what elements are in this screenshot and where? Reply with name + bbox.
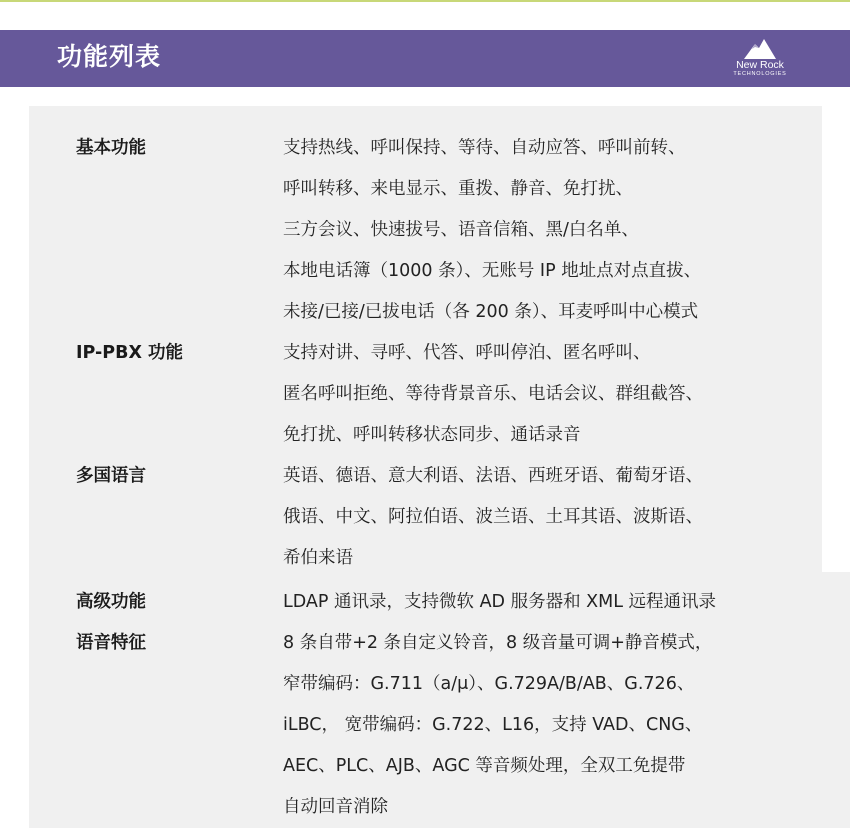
row-line: 匿名呼叫拒绝、等待背景音乐、电话会议、群组截答、 [283,384,703,404]
row-label-ippbx: IP-PBX 功能 [76,343,184,363]
row-line: 支持热线、呼叫保持、等待、自动应答、呼叫前转、 [283,138,686,158]
company-logo [718,38,802,80]
logo-name: New Rock [736,59,784,71]
row-label-advanced: 高级功能 [76,592,146,612]
row-line: AEC、PLC、AJB、AGC 等音频处理，全双工免提带 [283,756,686,776]
row-line: 英语、德语、意大利语、法语、西班牙语、葡萄牙语、 [283,466,703,486]
panel-side-strip [822,572,850,828]
row-line: 免打扰、呼叫转移状态同步、通话录音 [283,425,581,445]
row-line: LDAP 通讯录，支持微软 AD 服务器和 XML 远程通讯录 [283,592,717,612]
header-bar [0,30,850,87]
row-label-languages: 多国语言 [76,466,146,486]
row-line: 本地电话簿（1000 条）、无账号 IP 地址点对点直拔、 [283,261,702,281]
row-line: iLBC， 宽带编码：G.722、L16，支持 VAD、CNG、 [283,715,703,735]
mountain-logo-icon [742,38,778,60]
row-line: 窄带编码：G.711（a/μ）、G.729A/B/AB、G.726、 [283,674,695,694]
row-line: 俄语、中文、阿拉伯语、波兰语、土耳其语、波斯语、 [283,507,703,527]
row-line: 未接/已接/已拔电话（各 200 条）、耳麦呼叫中心模式 [283,302,699,322]
row-line: 呼叫转移、来电显示、重拨、静音、免打扰、 [283,179,633,199]
logo-subtitle: TECHNOLOGIES [733,71,787,77]
row-line: 自动回音消除 [283,797,388,817]
row-line: 希伯来语 [283,548,353,568]
row-label-voice: 语音特征 [76,633,146,653]
page-title: 功能列表 [57,42,162,71]
row-line: 8 条自带+2 条自定义铃音，8 级音量可调+静音模式， [283,633,713,653]
row-line: 支持对讲、寻呼、代答、呼叫停泊、匿名呼叫、 [283,343,651,363]
top-accent-rule [0,0,850,2]
row-line: 三方会议、快速拔号、语音信箱、黑/白名单、 [283,220,639,240]
row-label-basic: 基本功能 [76,138,146,158]
